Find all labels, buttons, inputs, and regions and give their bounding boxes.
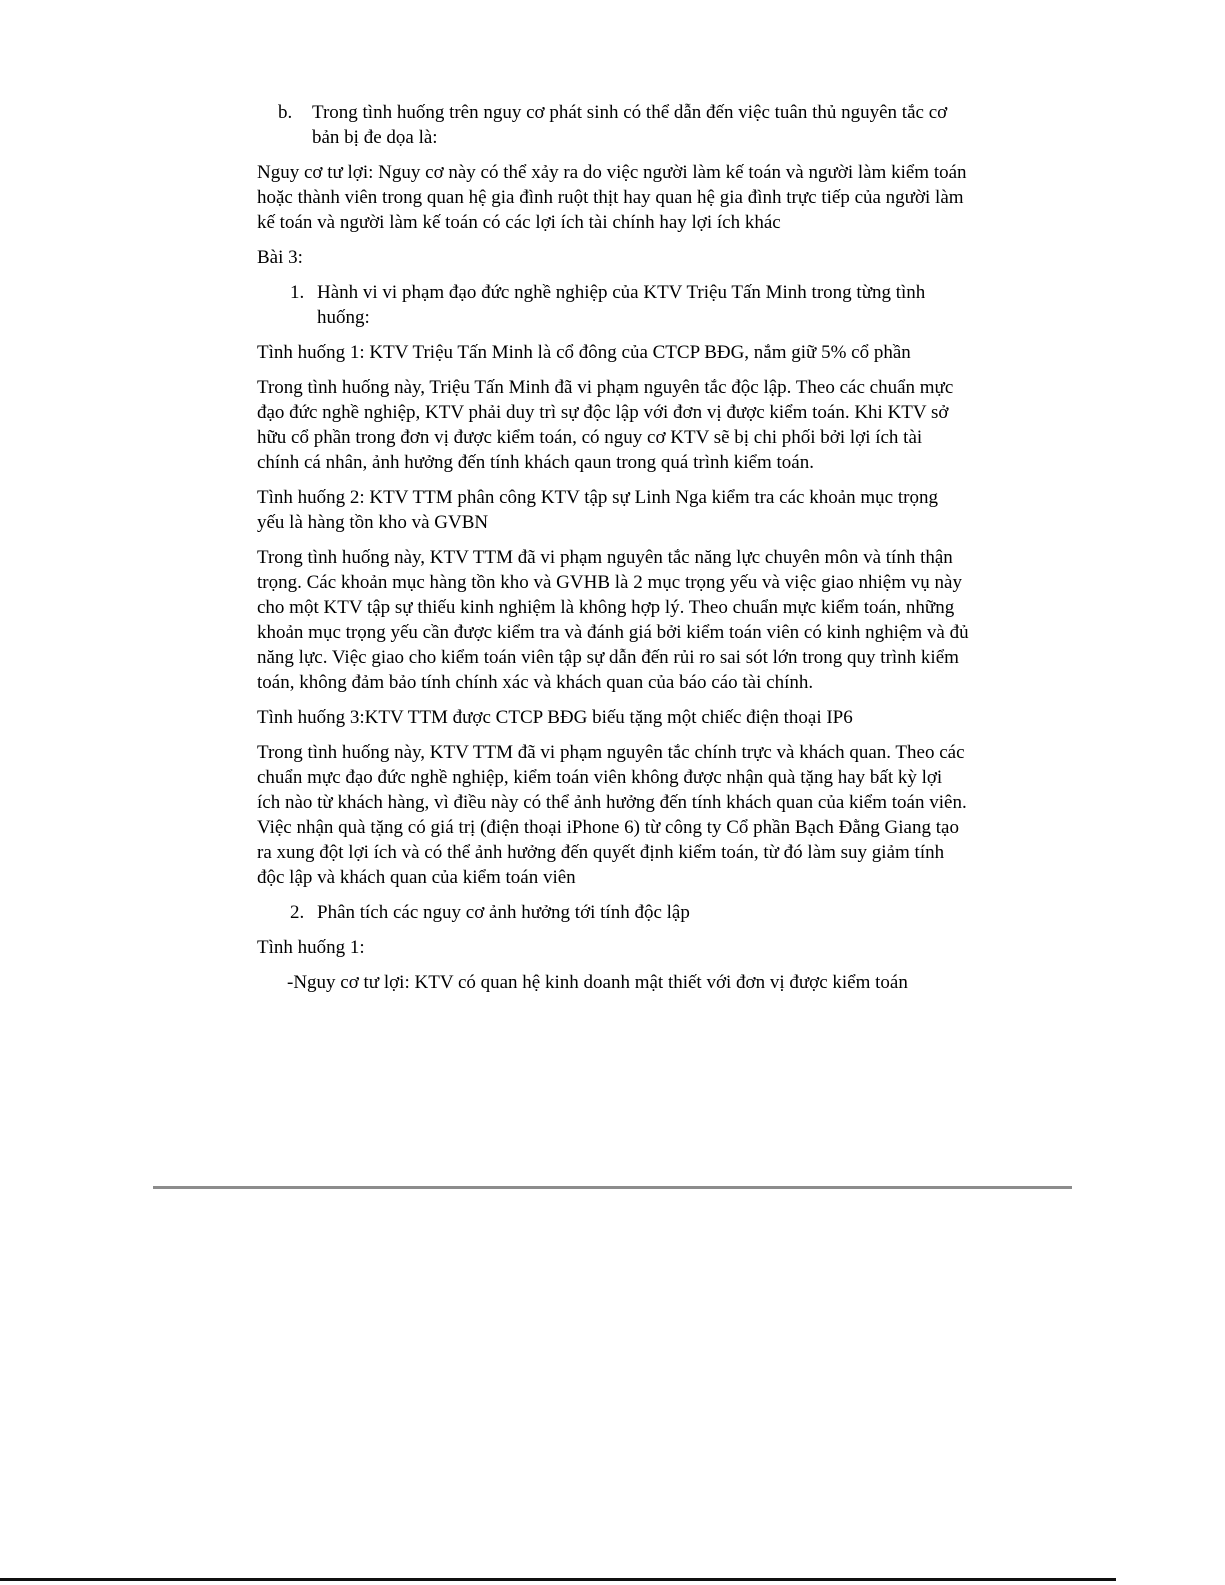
list-item-2 — [257, 900, 969, 925]
situation-3-title: Tình huống 3:KTV TTM được CTCP BĐG biếu tặng một chiếc điện thoại IP6 — [257, 707, 853, 728]
heading-bai-3: Bài 3: — [257, 247, 303, 268]
list-item-b — [257, 100, 969, 150]
situation-2-title: Tình huống 2: KTV TTM phân công KTV tập sự Linh Nga kiểm tra các khoản mục trọng yếu là hàng tồn kho và GVBN — [257, 487, 938, 533]
list-marker-1: 1. — [290, 282, 305, 303]
situation-1-analysis: Trong tình huống này, Triệu Tấn Minh đã vi phạm nguyên tắc độc lập. Theo các chuẩn mực đạo đức nghề nghiệp, KTV phải duy trì sự độc lập với đơn vị được kiểm toán. Khi KTV sở hữu cổ phần trong đơn vị được kiểm toán, có nguy cơ KTV sẽ bị chi phối bởi lợi ích tài chính cá nhân, ảnh hưởng đến tính khách qaun trong quá trình kiểm toán. — [257, 377, 954, 473]
list-marker-b: b. — [278, 102, 293, 123]
list-item-b-text: Trong tình huống trên nguy cơ phát sinh có thể dẫn đến việc tuân thủ nguyên tắc cơ bản bị đe dọa là: — [312, 102, 948, 148]
list-item-1-text: Hành vi vi phạm đạo đức nghề nghiệp của KTV Triệu Tấn Minh trong từng tình huống: — [317, 282, 926, 328]
dash-sub-item: -Nguy cơ tư lợi: KTV có quan hệ kinh doanh mật thiết với đơn vị được kiểm toán — [287, 972, 908, 993]
list-item-2-text: Phân tích các nguy cơ ảnh hưởng tới tính độc lập — [317, 902, 690, 923]
paragraph-self-interest-threat: Nguy cơ tư lợi: Nguy cơ này có thể xảy ra do việc người làm kế toán và người làm kiểm toán hoặc thành viên trong quan hệ gia đình ruột thịt hay quan hệ gia đình trực tiếp của người làm kế toán và người làm kế toán có các lợi ích tài chính hay lợi ích khác — [257, 162, 967, 233]
situation-2-analysis: Trong tình huống này, KTV TTM đã vi phạm nguyên tắc năng lực chuyên môn và tính thận trọng. Các khoản mục hàng tồn kho và GVHB là 2 mục trọng yếu và việc giao nhiệm vụ này cho một KTV tập sự thiếu kinh nghiệm là không hợp lý. Theo chuẩn mực kiểm toán, những khoản mục trọng yếu cần được kiểm tra và đánh giá bởi kiểm toán viên có kinh nghiệm và đủ năng lực. Việc giao cho kiểm toán viên tập sự dẫn đến rủi ro sai sót lớn trong quy trình kiểm toán, không đảm bảo tính chính xác và khách quan của báo cáo tài chính. — [257, 547, 969, 693]
list-item-1 — [257, 280, 969, 330]
document-body — [257, 100, 969, 1005]
situation-1b-title: Tình huống 1: — [257, 937, 365, 958]
page-bottom-border-line — [0, 1578, 1116, 1581]
situation-1-title: Tình huống 1: KTV Triệu Tấn Minh là cổ đông của CTCP BĐG, nắm giữ 5% cổ phần — [257, 342, 911, 363]
situation-3-analysis: Trong tình huống này, KTV TTM đã vi phạm nguyên tắc chính trực và khách quan. Theo các chuẩn mực đạo đức nghề nghiệp, kiểm toán viên không được nhận quà tặng hay bất kỳ lợi ích nào từ khách hàng, vì điều này có thể ảnh hưởng đến tính khách quan của kiểm toán viên. Việc nhận quà tặng có giá trị (điện thoại iPhone 6) từ công ty Cổ phần Bạch Đằng Giang tạo ra xung đột lợi ích và có thể ảnh hưởng đến quyết định kiểm toán, từ đó làm suy giảm tính độc lập và khách quan của kiểm toán viên — [257, 742, 967, 888]
list-marker-2: 2. — [290, 902, 305, 923]
section-divider-line — [153, 1186, 1072, 1189]
